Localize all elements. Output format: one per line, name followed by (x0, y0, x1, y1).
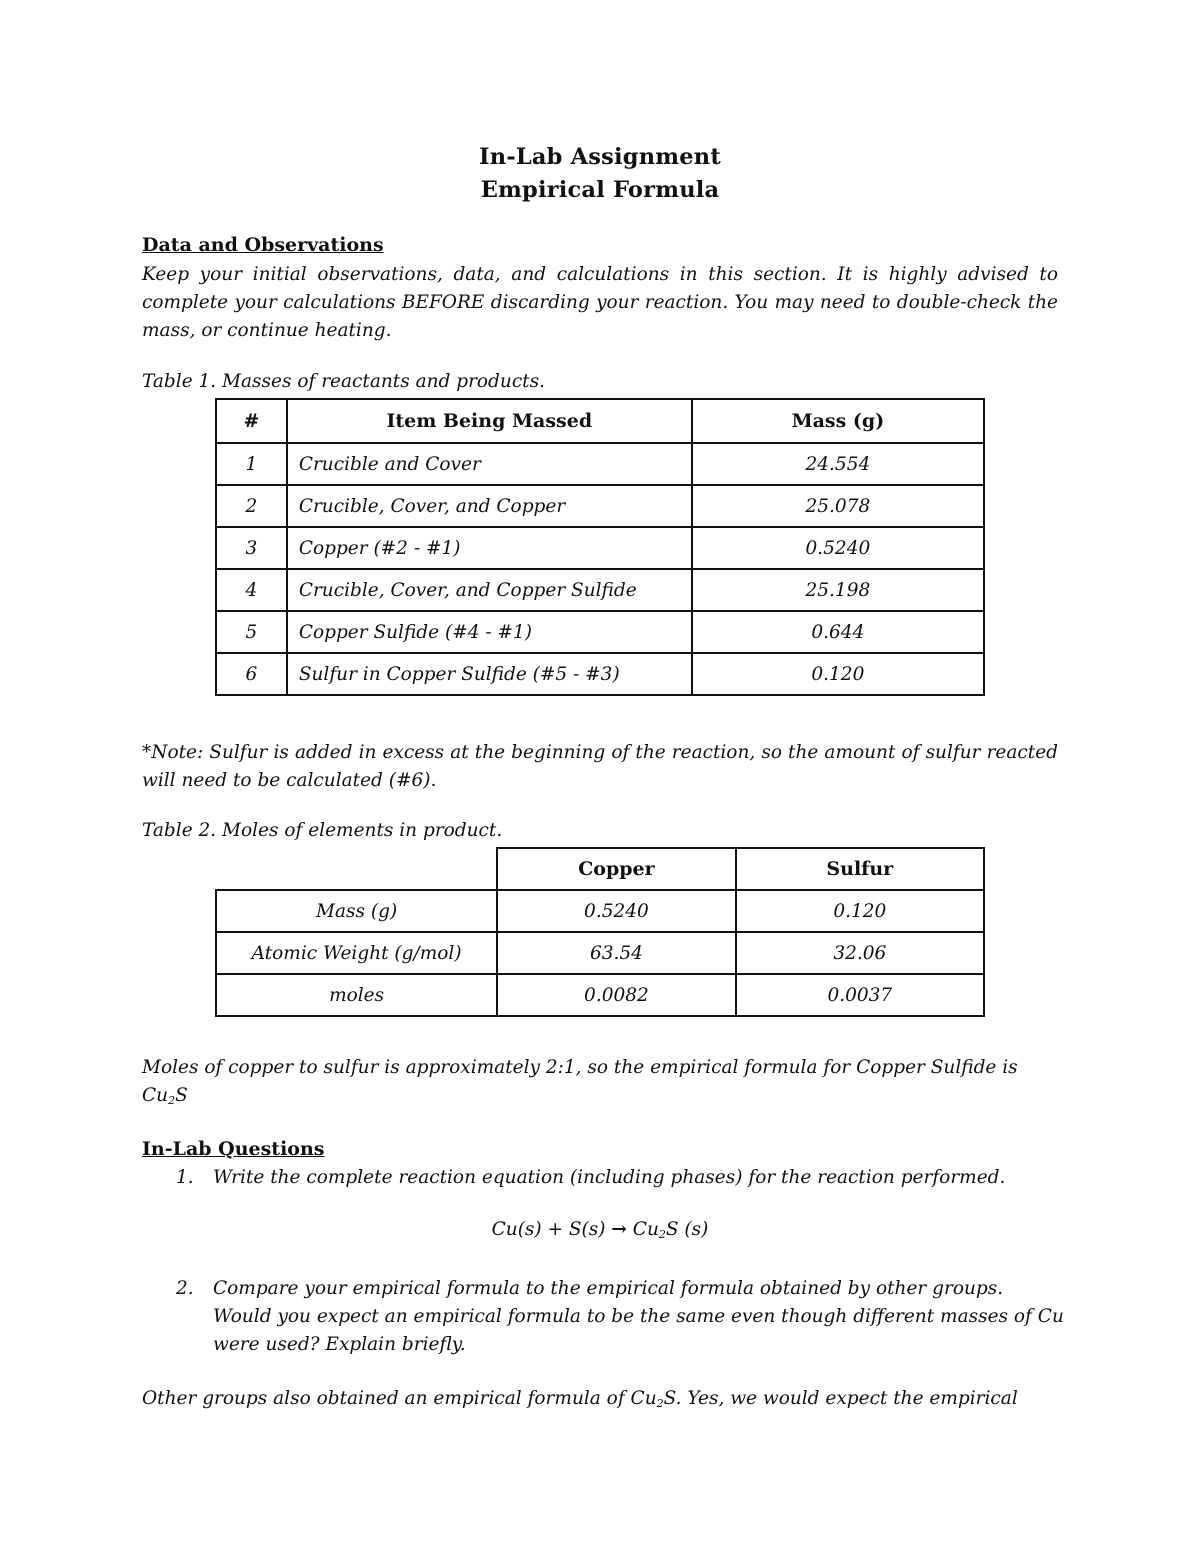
mass-cell: 0.644 (692, 611, 984, 653)
arrow-icon: → (611, 1219, 627, 1240)
mass-cell: 0.120 (692, 653, 984, 695)
table-row (216, 527, 984, 569)
reaction-equation (0, 1219, 1200, 1241)
table-header-row (216, 848, 984, 890)
row-label: Mass (g) (216, 890, 497, 932)
sulfur-cell: 0.0037 (736, 974, 984, 1016)
empty-corner-cell (216, 848, 497, 890)
row-number: 5 (216, 611, 287, 653)
row-label: moles (216, 974, 497, 1016)
conclusion-paragraph (142, 1054, 1058, 1115)
answer-text: Other groups also obtained an empirical formula of Cu (142, 1388, 657, 1409)
table2-caption: Table 2. Moles of elements in product. (142, 820, 503, 841)
column-header: Sulfur (736, 848, 984, 890)
item-cell: Crucible, Cover, and Copper (287, 485, 692, 527)
formula-element-cu: Cu (142, 1085, 169, 1106)
copper-cell: 0.5240 (497, 890, 735, 932)
question-text: Compare your empirical formula to the empirical formula obtained by other groups. Would you expect an empirical formula to be the same even though different masses of Cu were used? Explain briefly. (213, 1278, 1064, 1355)
question-text: Write the complete reaction equation (including phases) for the reaction performed. (213, 1167, 1006, 1188)
mass-cell: 0.5240 (692, 527, 984, 569)
table-row (216, 485, 984, 527)
equation-product (633, 1219, 709, 1240)
empirical-formula (142, 1085, 188, 1106)
item-cell: Sulfur in Copper Sulfide (#5 - #3) (287, 653, 692, 695)
answer-subscript: 2 (656, 1397, 664, 1410)
column-header: Item Being Massed (287, 399, 692, 443)
answer-2-paragraph (142, 1385, 1058, 1418)
equation-reactants: Cu(s) + S(s) (491, 1219, 606, 1240)
column-header: Mass (g) (692, 399, 984, 443)
copper-cell: 0.0082 (497, 974, 735, 1016)
product-element-cu: Cu (632, 1219, 659, 1240)
item-cell: Crucible, Cover, and Copper Sulfide (287, 569, 692, 611)
sulfur-cell: 0.120 (736, 890, 984, 932)
intro-paragraph: Keep your initial observations, data, and calculations in this section. It is highly advised to complete your calculations BEFORE discarding your reaction. You may need to double-check the mass, or continue heating. (142, 264, 1058, 341)
question-number: 2. (176, 1278, 194, 1299)
mass-cell: 24.554 (692, 443, 984, 485)
table-row (216, 611, 984, 653)
row-number: 4 (216, 569, 287, 611)
item-cell: Copper Sulfide (#4 - #1) (287, 611, 692, 653)
row-number: 6 (216, 653, 287, 695)
column-header: Copper (497, 848, 735, 890)
masses-table (215, 398, 985, 696)
sulfur-cell: 32.06 (736, 932, 984, 974)
table-row (216, 974, 984, 1016)
answer-text-continued: S. Yes, we would expect the empirical (663, 1388, 1018, 1409)
in-lab-questions-heading: In-Lab Questions (142, 1138, 325, 1160)
copper-cell: 63.54 (497, 932, 735, 974)
page-subtitle: Empirical Formula (480, 177, 720, 203)
table-row (216, 890, 984, 932)
question-number: 1. (176, 1167, 194, 1188)
row-number: 3 (216, 527, 287, 569)
formula-subscript: 2 (168, 1094, 176, 1107)
table-row (216, 932, 984, 974)
row-number: 2 (216, 485, 287, 527)
table-header-row (216, 399, 984, 443)
mass-cell: 25.078 (692, 485, 984, 527)
data-observations-heading: Data and Observations (142, 234, 384, 256)
sulfur-note: *Note: Sulfur is added in excess at the beginning of the reaction, so the amount of sulfur reacted will need to be calculated (#6). (142, 742, 1058, 791)
row-label: Atomic Weight (g/mol) (216, 932, 497, 974)
row-number: 1 (216, 443, 287, 485)
table1-caption: Table 1. Masses of reactants and products. (142, 371, 545, 392)
page-title: In-Lab Assignment (479, 144, 721, 170)
conclusion-text: Moles of copper to sulfur is approximately 2:1, so the empirical formula for Copper Sulfide is (142, 1057, 1018, 1078)
table-row (216, 653, 984, 695)
product-subscript: 2 (658, 1228, 666, 1241)
column-header: # (216, 399, 287, 443)
table-row (216, 569, 984, 611)
table-row (216, 443, 984, 485)
item-cell: Copper (#2 - #1) (287, 527, 692, 569)
item-cell: Crucible and Cover (287, 443, 692, 485)
moles-table (215, 847, 985, 1017)
formula-element-s: S (175, 1085, 188, 1106)
product-element-s: S (s) (665, 1219, 709, 1240)
mass-cell: 25.198 (692, 569, 984, 611)
